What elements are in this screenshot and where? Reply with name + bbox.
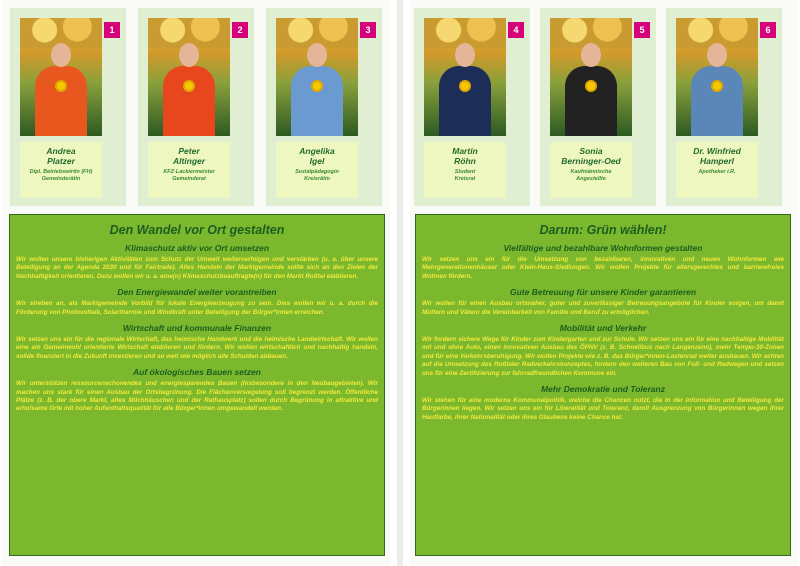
candidate-first-name: Sonia [579, 146, 603, 156]
sunflower-icon [587, 82, 595, 90]
candidate-caption [676, 142, 758, 198]
section-heading: Den Energiewandel weiter vorantreiben [117, 287, 277, 298]
program-section [416, 323, 790, 378]
box-title: Darum: Grün wählen! [539, 223, 667, 237]
candidate-last-name: Igel [309, 156, 325, 166]
candidate-first-name: Peter [178, 146, 200, 156]
candidate-photo [550, 18, 632, 136]
section-text: Wir unterstützen ressourcenschonendes und energiesparendes Bauen (insbesondere in den Neubaugebieten). Wir machen uns stark für einen Ausbau der Ortsbegrünung. Die Flächenversiegelung soll begrenzt werden. Öffentliche Plätze (z. B. der obere Markt, altes Milchhäuschen und der Rathausplatz) sollen durch Begrünung in attraktive und erholsame Orte mit hoher Aufenthaltsqualität für alle Bürger*innen umgewandelt werden. [16, 380, 378, 413]
program-section [416, 287, 790, 317]
section-text: Wir streben an, als Marktgemeinde Vorbild für lokale Energieerzeugung zu sein. Dies wollen wir u. a. durch die Förderung von Photovoltaik, Solarthermie und Windkraft unter Beteiligung der Bürger*innen erreichen. [16, 300, 378, 316]
section-heading: Klimaschutz aktiv vor Ort umsetzen [124, 243, 270, 253]
program-section [10, 243, 384, 281]
program-box-right [415, 214, 791, 556]
candidate-card-3 [266, 8, 382, 206]
candidate-number: 2 [232, 22, 248, 38]
candidate-first-name: Dr. Winfried [693, 146, 741, 156]
candidate-last-name: Hamperl [699, 156, 734, 166]
candidate-photo [20, 18, 102, 136]
program-section [10, 367, 384, 414]
section-text: Wir setzen uns ein für die Umsetzung von bezahlbaren, innovativen und neuen Wohnformen wie Mehrgenerationenhäuser oder Klein-Haus-Siedlungen. Wir wollen Projekte für altersgerechtes und barrierefreies Wohnen fördern. [422, 256, 784, 280]
candidate-first-name: Angelika [299, 146, 335, 156]
candidate-last-name: Platzer [47, 156, 75, 166]
sunflower-icon [57, 82, 65, 90]
candidate-role: Apotheker i.R. [698, 169, 736, 175]
section-text: Wir wollen unsere bisherigen Aktivitäten zum Schutz der Umwelt weiterverfolgen und verstärken (u. a. über unsere Beteiligung an der Agenda 2030 und für Fairtrade). Alles Handeln der Marktgemeinde sollte sich an den Zielen der Nachhaltigkeit orientieren. Dazu wollen wir u. a. eine(n) Klimaschutzbeauftragte(n) für den Markt Roßtal etablieren. [16, 256, 378, 280]
candidate-number: 3 [360, 22, 376, 38]
section-heading: Mobilität und Verkehr [559, 323, 647, 334]
section-text: Wir setzen uns ein für die regionale Wirtschaft, das heimische Handwerk und die heimische Landwirtschaft. Wir wollen eine am Gemeinwohl orientierte Wirtschaft etablieren und fördern. Wir wollen wirtschaftlich und nachhaltig handeln, solide finanziert in die Zukunft investieren und so weit wie möglich alle Schulden abbauen. [16, 336, 378, 360]
section-text: Wir stehen für eine moderne Kommunalpolitik, welche die Chancen nutzt, die in der Information und Beteiligung der Bürgerinnen liegen. Wir setzen uns ein für Liberalität und Toleranz, damit Ausgrenzung von Bürgerinnen wegen ihrer Hautfarbe, ihrer Nationalität oder ihres Glaubens keine Chance hat. [422, 397, 784, 421]
program-section [416, 384, 790, 422]
sunflower-icon [461, 82, 469, 90]
candidate-role: Student Kreisrat [454, 169, 476, 182]
section-heading: Wirtschaft und kommunale Finanzen [122, 323, 272, 334]
program-section [10, 323, 384, 361]
left-page [2, 0, 390, 566]
candidate-first-name: Martin [452, 146, 478, 156]
candidate-last-name: Altinger [172, 156, 206, 166]
section-heading: Mehr Demokratie und Toleranz [541, 384, 665, 395]
sunflower-icon [713, 82, 721, 90]
candidate-number: 4 [508, 22, 524, 38]
candidate-caption [148, 142, 230, 198]
candidate-role: Dipl. Betriebswirtin (FH) Gemeinderätin [29, 169, 93, 182]
candidate-card-1 [10, 8, 126, 206]
candidate-photo [148, 18, 230, 136]
program-box-left [9, 214, 385, 556]
candidate-photo [276, 18, 358, 136]
candidate-card-5 [540, 8, 656, 206]
candidate-number: 6 [760, 22, 776, 38]
candidate-last-name: Berninger-Oed [561, 156, 621, 166]
candidate-role: KFZ-Lackiermeister Gemeinderat [163, 169, 215, 182]
candidate-photo [676, 18, 758, 136]
candidate-first-name: Andrea [46, 146, 76, 156]
candidate-last-name: Röhn [454, 156, 476, 166]
sunflower-icon [313, 82, 321, 90]
program-section [10, 287, 384, 317]
page-fold [397, 0, 403, 566]
section-heading: Auf ökologisches Bauen setzen [133, 367, 261, 378]
section-heading: Vielfältige und bezahlbare Wohnformen gestalten [503, 243, 703, 253]
candidate-photo [424, 18, 506, 136]
candidate-caption [276, 142, 358, 198]
section-text: Wir fordern sichere Wege für Kinder zum Kindergarten und zur Schule. Wir setzen uns ein für eine nachhaltige Mobilität mit und ohne Auto, einen innovativen Ausbau des ÖPNV (z. B. Schnellbus nach Langenzenn), mehr Tempo-30-Zonen und für eine Verkehrsberuhigung. Wir wollen Projekte wie z. B. das Bürger*innen-Lastenrad weiter ausbauen. Wir achten auf die Umsetzung des Roßtaler Radverkehrskonzeptes, fordern den weiteren Bau von Fuß- und Radwegen und setzen uns für eine Zertifizierung zur fahrradfreundlichen Kommune ein. [422, 336, 784, 377]
candidate-caption [550, 142, 632, 198]
candidate-role: Kaufmännische Angestellte [570, 169, 612, 182]
candidate-card-2 [138, 8, 254, 206]
program-section [416, 243, 790, 281]
candidate-card-6 [666, 8, 782, 206]
candidate-card-4 [414, 8, 530, 206]
sunflower-icon [185, 82, 193, 90]
section-heading: Gute Betreuung für unsere Kinder garantieren [509, 287, 697, 298]
right-page [410, 0, 798, 566]
candidate-caption [424, 142, 506, 198]
section-text: Wir wollen für einen Ausbau ortsnaher, guter und zuverlässiger Betreuungsangebote für Kinder sorgen, um damit Müttern und Vätern die Vereinbarkeit von Familie und Beruf zu ermöglichen. [422, 300, 784, 316]
box-title: Den Wandel vor Ort gestalten [109, 223, 285, 237]
candidate-number: 1 [104, 22, 120, 38]
candidate-caption [20, 142, 102, 198]
candidate-role: Sozialpädagogin Kreisrätin [295, 169, 339, 182]
candidate-number: 5 [634, 22, 650, 38]
